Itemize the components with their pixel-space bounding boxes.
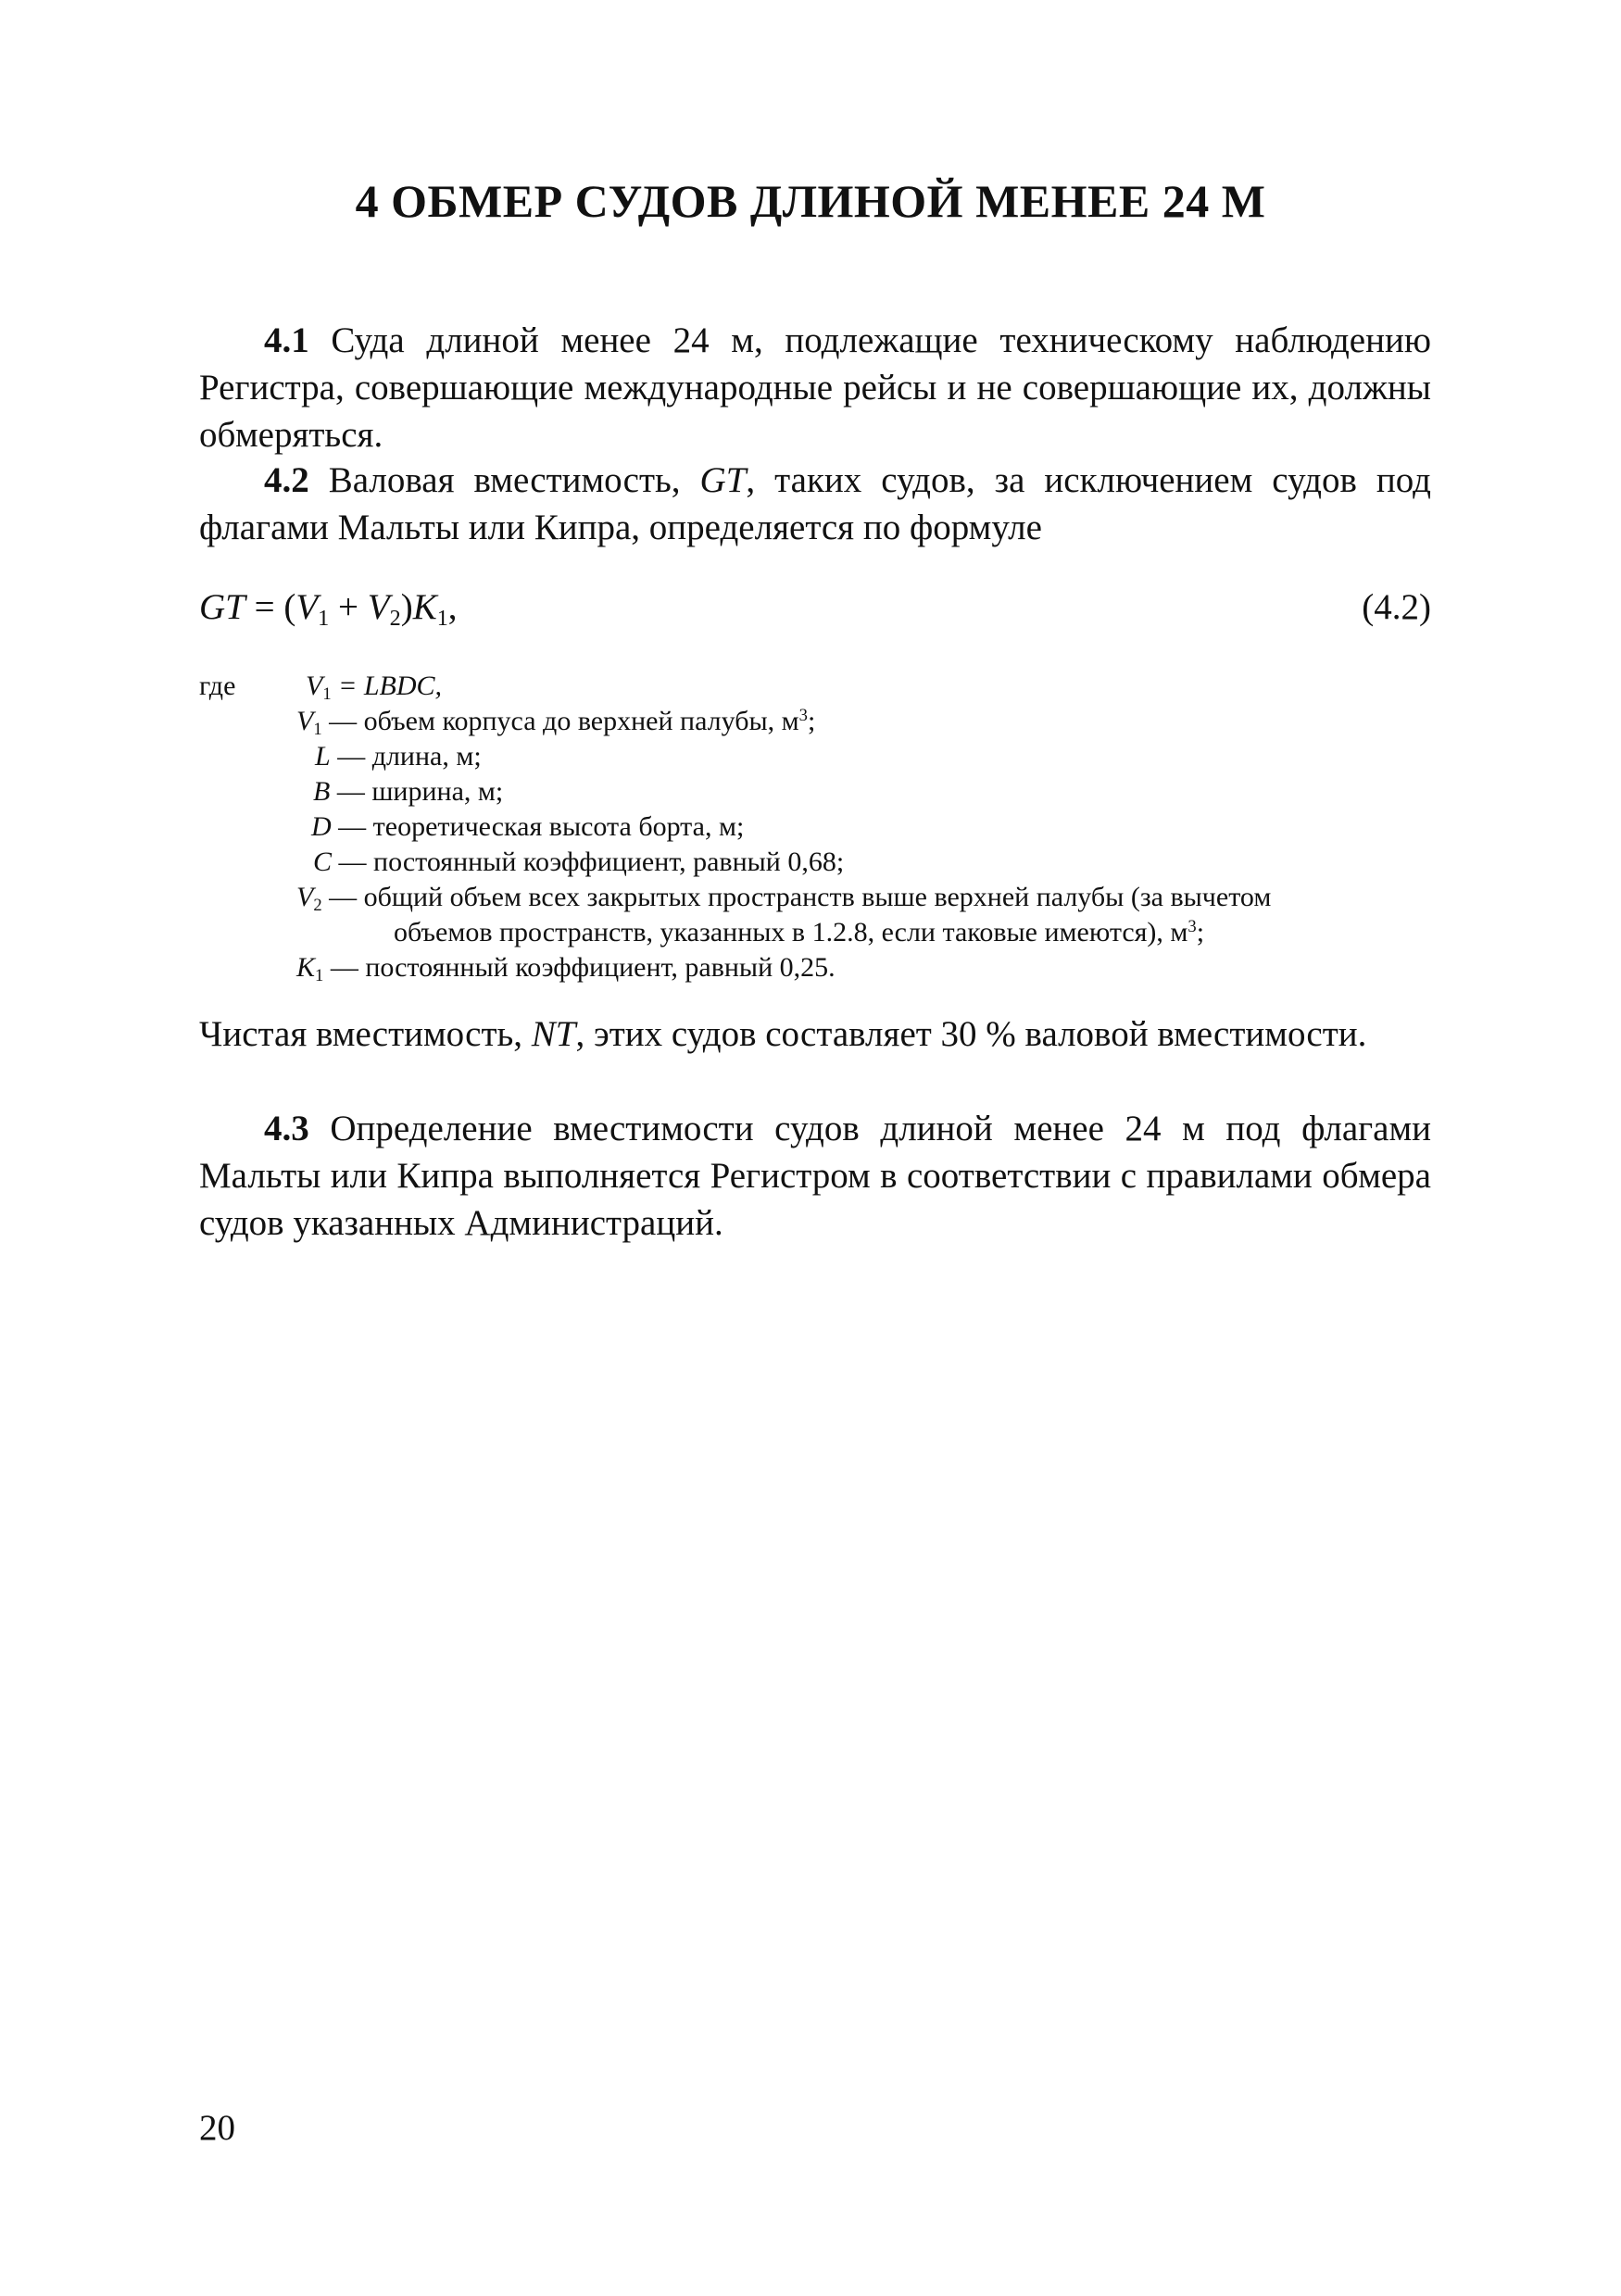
formula-k1: K <box>412 587 437 627</box>
clause-number: 4.3 <box>264 1109 309 1148</box>
formula-v1: V <box>295 587 319 627</box>
def-text: — длина, м; <box>330 741 482 772</box>
formula-equals: = ( <box>245 587 296 627</box>
def-superscript: 3 <box>798 705 808 725</box>
def-symbol: V <box>306 671 323 701</box>
variable-nt: NT <box>531 1014 576 1054</box>
formula-plus: + <box>329 587 368 627</box>
def-subscript: 2 <box>313 896 322 916</box>
def-superscript: 3 <box>1187 916 1197 936</box>
def-tail: ; <box>807 706 816 736</box>
formula-4-2 <box>199 583 458 631</box>
definition-v1-formula <box>296 669 1436 704</box>
formula-lhs: GT <box>199 587 245 627</box>
def-tail: ; <box>1196 917 1205 947</box>
formula-v2: V <box>367 587 390 627</box>
definitions-list <box>296 669 1436 985</box>
definition-v1 <box>296 704 1436 739</box>
where-label: где <box>199 671 236 701</box>
clause-number: 4.1 <box>264 320 309 360</box>
def-symbol: B <box>313 776 331 807</box>
def-text: объемов пространств, указанных в 1.2.8, если таковые имеются), м <box>394 917 1188 947</box>
def-symbol: D <box>311 811 332 842</box>
def-text: — ширина, м; <box>330 776 504 807</box>
def-symbol: V <box>296 706 314 736</box>
formula-sub-2: 2 <box>389 605 401 631</box>
paragraph-text: Валовая вместимость, <box>308 460 700 500</box>
page-number: 20 <box>199 2108 235 2148</box>
definition-d <box>296 809 1436 845</box>
paragraph-4-2 <box>199 457 1431 551</box>
formula-number: (4.2) <box>1362 587 1431 627</box>
def-text: — объем корпуса до верхней палубы, м <box>321 706 799 736</box>
paragraph-text: , таких судов, за исключением судов под флагами Мальты или Кипра, определяется по формуле <box>199 460 1431 547</box>
formula-end: , <box>447 587 458 627</box>
paragraph-4-1 <box>199 317 1431 458</box>
def-text: — постоянный коэффициент, равный 0,68; <box>332 847 845 877</box>
def-symbol: V <box>296 882 314 912</box>
paragraph-text: Суда длиной менее 24 м, подлежащие техническому наблюдению Регистра, совершающие международные рейсы и не совершающие их, должны обмеряться. <box>199 320 1431 455</box>
definition-v2 <box>296 880 1436 915</box>
def-text: — теоретическая высота борта, м; <box>331 811 745 842</box>
definition-v2-continuation <box>296 915 1436 950</box>
definition-l <box>296 739 1436 774</box>
paragraph-4-3 <box>199 1105 1431 1247</box>
definition-k1 <box>296 950 1436 985</box>
def-text: — постоянный коэффициент, равный 0,25. <box>323 952 836 983</box>
def-symbol: L <box>315 741 331 772</box>
def-subscript: 1 <box>322 684 332 705</box>
def-formula-rhs: = LBDC, <box>331 671 443 701</box>
formula-sub-k: 1 <box>436 605 448 631</box>
paragraph-text: Чистая вместимость, <box>199 1014 532 1054</box>
def-text: — общий объем всех закрытых пространств выше верхней палубы (за вычетом <box>321 882 1272 912</box>
variable-gt: GT <box>699 460 747 500</box>
definition-b <box>296 774 1436 809</box>
def-subscript: 1 <box>315 966 324 986</box>
def-symbol: K <box>296 952 316 983</box>
clause-number: 4.2 <box>264 460 309 500</box>
formula-sub-1: 1 <box>318 605 330 631</box>
def-subscript: 1 <box>313 720 322 740</box>
def-symbol: C <box>313 847 333 877</box>
definition-c <box>296 845 1436 880</box>
paragraph-nt <box>199 1010 1431 1058</box>
formula-close-paren: ) <box>400 587 413 627</box>
section-title: 4 ОБМЕР СУДОВ ДЛИНОЙ МЕНЕЕ 24 М <box>355 175 1266 227</box>
paragraph-text: Определение вместимости судов длиной менее 24 м под флагами Мальты или Кипра выполняется Регистром в соответствии с правилами обмера судов указанных Администраций. <box>199 1109 1431 1243</box>
paragraph-text: , этих судов составляет 30 % валовой вместимости. <box>575 1014 1367 1054</box>
